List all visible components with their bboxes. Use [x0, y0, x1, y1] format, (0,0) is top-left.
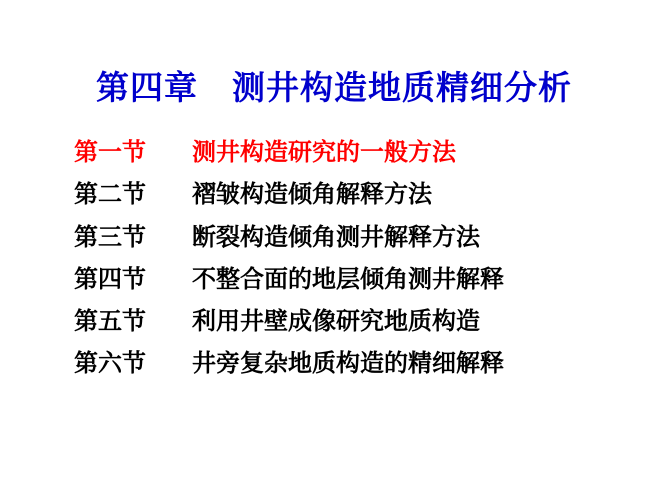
section-label: 褶皱构造倾角解释方法	[192, 181, 432, 209]
section-number: 第二节	[74, 181, 146, 209]
list-item[interactable]	[74, 223, 634, 252]
list-item[interactable]	[74, 180, 634, 209]
section-label: 利用井壁成像研究地质构造	[192, 308, 480, 336]
section-number: 第四节	[74, 265, 146, 293]
list-item[interactable]	[74, 265, 634, 294]
list-item[interactable]	[74, 349, 634, 378]
section-number: 第五节	[74, 308, 146, 336]
section-label: 测井构造研究的一般方法	[192, 139, 456, 166]
section-number: 第六节	[74, 350, 146, 378]
page-title: 第四章 测井构造地质精细分析	[96, 69, 572, 106]
table-of-contents	[74, 138, 634, 392]
section-label: 不整合面的地层倾角测井解释	[192, 265, 504, 293]
section-number: 第一节	[74, 139, 146, 166]
section-number: 第三节	[74, 223, 146, 251]
section-label: 井旁复杂地质构造的精细解释	[192, 350, 504, 378]
list-item[interactable]	[74, 307, 634, 336]
list-item[interactable]	[74, 138, 634, 167]
section-label: 断裂构造倾角测井解释方法	[192, 223, 480, 251]
